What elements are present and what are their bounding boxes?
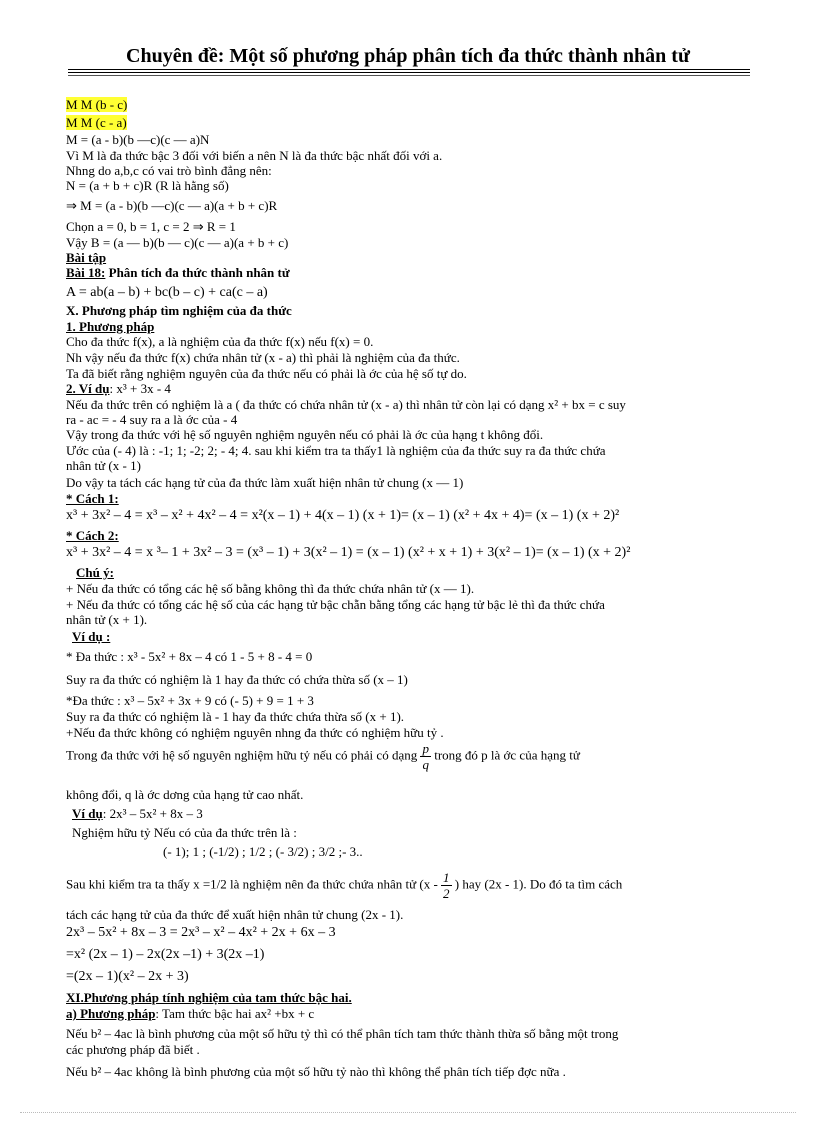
text-line: Nghiệm hữu tỷ Nếu có của đa thức trên là : [72, 825, 297, 840]
text-line: M M (b - c) [66, 97, 128, 112]
equation-line: =x² (2x – 1) – 2x(2x –1) + 3(2x –1) [66, 947, 265, 962]
text-line: các phương pháp đã biết . [66, 1042, 200, 1057]
title-rule [68, 75, 750, 76]
text-line: Nhng do a,b,c có vai trò bình đẳng nên: [66, 163, 272, 178]
text-line: ra - ac = - 4 suy ra a là ớc của - 4 [66, 412, 238, 427]
text-line: Do vậy ta tách các hạng tử của đa thức làm xuất hiện nhân tử chung (x — 1) [66, 475, 464, 490]
text-line: Suy ra đa thức có nghiệm là - 1 hay đa thức chứa thừa số (x + 1). [66, 709, 405, 724]
text-line: Trong đa thức với hệ số nguyên nghiệm hữu tỷ nếu có phải có dạng $\frac{p}{q}$ trong đó p là ớc của hạng tử [66, 741, 580, 772]
note-heading: Chú ý: [76, 565, 114, 580]
text-line: Chọn a = 0, b = 1, c = 2 ⇒ R = 1 [66, 219, 236, 234]
text-line: M = (a - b)(b —c)(c — a)N [66, 132, 210, 147]
text-line: + Nếu đa thức có tổng các hệ số của các hạng tử bậc chẵn bằng tổng các hạng tử bậc lẻ thì đa thức chứa [66, 597, 605, 612]
text-line: Nếu b² – 4ac không là bình phương của một số hữu tỷ nào thì không thể phân tích tiếp đợc nữa . [66, 1064, 566, 1079]
text-line: nhân tử (x + 1). [66, 612, 148, 627]
text-line: * Đa thức : x³ - 5x² + 8x – 4 có 1 - 5 + 8 - 4 = 0 [66, 649, 313, 664]
text-line: +Nếu đa thức không có nghiệm nguyên nhng đa thức có nghiệm hữu tỷ . [66, 725, 444, 740]
equation-line: =(2x – 1)(x² – 2x + 3) [66, 969, 189, 984]
text-line: Nếu đa thức trên có nghiệm là a ( đa thức có chứa nhân tử (x - a) thì nhân tử còn lại có dạng x² + bx = c suy [66, 397, 626, 412]
section-heading: XI.Phương pháp tính nghiệm của tam thức bậc hai. [66, 990, 352, 1005]
page-bottom-border [20, 1112, 796, 1113]
exercise-heading: Bài 18: Phân tích đa thức thành nhân tử [66, 265, 290, 280]
page-title: Chuyên đề: Một số phương pháp phân tích đa thức thành nhân tử [126, 45, 690, 67]
method-heading: * Cách 2: [66, 528, 119, 543]
example-heading: Ví dụ : [72, 629, 111, 644]
equation-line: x³ + 3x² – 4 = x ³– 1 + 3x² – 3 = (x³ – 1) + 3(x² – 1) = (x – 1) (x² + x + 1) + 3(x² – 1)= (x – 1) (x + 2)² [66, 545, 631, 560]
text-line: M M (c - a) [66, 115, 127, 130]
text-line: Vậy B = (a — b)(b — c)(c — a)(a + b + c) [66, 235, 289, 250]
fraction-p-over-q: $\frac{p}{q}$ [422, 741, 429, 772]
text-line: Vậy trong đa thức với hệ số nguyên nghiệm nguyên nếu có phải là ớc của hạng t không đổi. [66, 427, 544, 442]
equation-line: x³ + 3x² – 4 = x³ – x² + 4x² – 4 = x²(x – 1) + 4(x – 1) (x + 1)= (x – 1) (x² + 4x + 4)= (x – 1) (x + 2)² [66, 508, 620, 523]
text-line: Nếu b² – 4ac là bình phương của một số hữu tỷ thì có thể phân tích tam thức thành thừa số bằng một trong [66, 1026, 619, 1041]
text-line: 2. Ví dụ: x³ + 3x - 4 [66, 381, 171, 396]
text-line: *Đa thức : x³ – 5x² + 3x + 9 có (- 5) + 9 = 1 + 3 [66, 693, 314, 708]
text-line: Suy ra đa thức có nghiệm là 1 hay đa thức có chứa thừa số (x – 1) [66, 672, 408, 687]
text-line: ⇒ M = (a - b)(b —c)(c — a)(a + b + c)R [66, 198, 278, 213]
section-heading: 1. Phương pháp [66, 319, 155, 334]
text-line: (- 1); 1 ; (-1/2) ; 1/2 ; (- 3/2) ; 3/2 ;- 3.. [163, 844, 363, 859]
equation-line: 2x³ – 5x² + 8x – 3 = 2x³ – x² – 4x² + 2x + 6x – 3 [66, 925, 336, 940]
text-line: a) Phương pháp: Tam thức bậc hai ax² +bx + c [66, 1006, 315, 1021]
section-heading: Bài tập [66, 250, 107, 265]
text-line: Ta đã biết rằng nghiệm nguyên của đa thức nếu có phải là ớc của hệ số tự do. [66, 366, 467, 381]
text-line: N = (a + b + c)R (R là hằng số) [66, 178, 229, 193]
text-line: Ước của (- 4) là : -1; 1; -2; 2; - 4; 4. sau khi kiểm tra ta thấy1 là nghiệm của đa thức suy ra đa thức chứa [66, 443, 606, 458]
text-line: Nh vậy nếu đa thức f(x) chứa nhân tử (x - a) thì phải là nghiệm của đa thức. [66, 350, 460, 365]
section-heading: X. Phương pháp tìm nghiệm của đa thức [66, 303, 292, 318]
text-line: nhân tử (x - 1) [66, 458, 141, 473]
fraction-one-half: $\frac{1}{2}$ [443, 870, 450, 901]
text-line: tách các hạng tử của đa thức để xuất hiện nhân tử chung (2x - 1). [66, 907, 404, 922]
text-line: Sau khi kiểm tra ta thấy x =1/2 là nghiệm nên đa thức chứa nhân tử (x - $\frac{1}{2}$ ) hay (2x - 1). Do đó ta tìm cách [66, 870, 623, 901]
title-rule [68, 72, 750, 73]
text-line: Cho đa thức f(x), a là nghiệm của đa thức f(x) nếu f(x) = 0. [66, 334, 374, 349]
text-line: + Nếu đa thức có tổng các hệ số bằng không thì đa thức chứa nhân tử (x — 1). [66, 581, 475, 596]
text-line: Ví dụ: 2x³ – 5x² + 8x – 3 [72, 806, 203, 821]
text-line: Vì M là đa thức bậc 3 đối với biến a nên N là đa thức bậc nhất đối với a. [66, 148, 443, 163]
method-heading: * Cách 1: [66, 491, 119, 506]
title-rule [68, 69, 750, 70]
text-line: không đổi, q là ớc dơng của hạng tử cao nhất. [66, 787, 304, 802]
equation-line: A = ab(a – b) + bc(b – c) + ca(c – a) [66, 285, 268, 300]
